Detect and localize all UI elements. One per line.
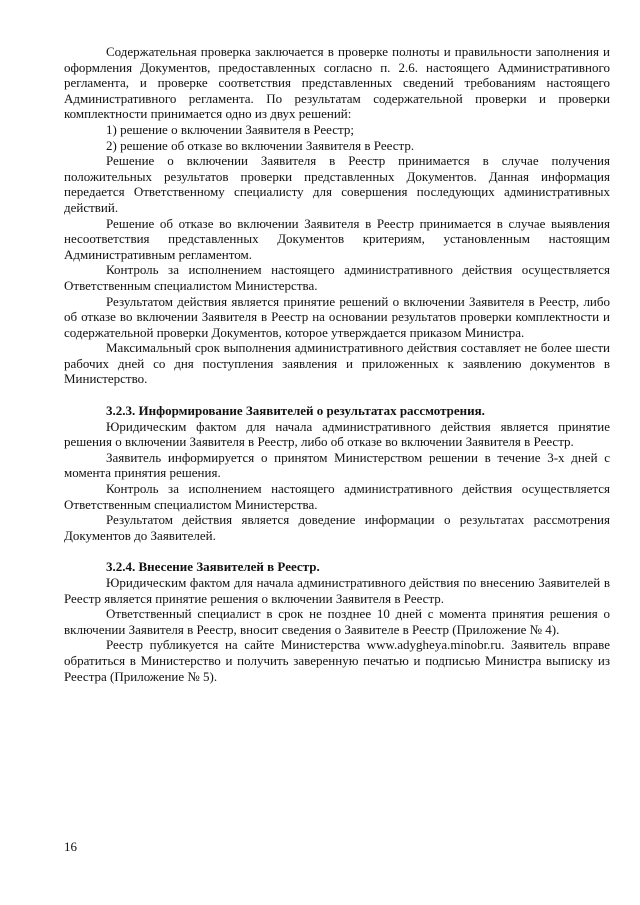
paragraph-include-decision: Решение о включении Заявителя в Реестр принимается в случае получения положительных результатов проверки представленных Документов. Данная информация передается Ответственному специалисту для совершения последующих административных действий. — [64, 153, 610, 215]
paragraph-result: Результатом действия является принятие решений о включении Заявителя в Реестр, либо об отказе во включении Заявителя в Реестр на основании результатов проверки комплектности и содержательной проверки Документов, которое утверждается приказом Министра. — [64, 293, 610, 340]
paragraph-registry-publication: Реестр публикуется на сайте Министерства www.adygheya.minobr.ru. Заявитель вправе обратиться в Министерство и получить заверенную печатью и подписью Министра выписку из Реестра (Приложение № 5). — [64, 637, 610, 684]
paragraph-applicant-informed: Заявитель информируется о принятом Министерством решении в течение 3-х дней с момента принятия решения. — [64, 449, 610, 481]
section-heading-3-2-4: 3.2.4. Внесение Заявителей в Реестр. — [106, 559, 320, 575]
paragraph-result: Результатом действия является доведение информации о результатах рассмотрения Документов до Заявителей. — [64, 512, 610, 543]
page-number: 16 — [64, 839, 77, 854]
paragraph-max-term: Максимальный срок выполнения административного действия составляет не более шести рабочих дней со дня поступления заявления и приложенных к заявлению документов в Министерство. — [64, 340, 610, 387]
paragraph-refuse-decision: Решение об отказе во включении Заявителя в Реестр принимается в случае выявления несоответствия представленных Документов критериям, установленным настоящим Административным регламентом. — [64, 215, 610, 262]
paragraph-legal-fact: Юридическим фактом для начала административного действия является принятие решения о включении Заявителя в Реестр, либо об отказе во включении Заявителя в Реестр. — [64, 418, 610, 450]
section-heading-3-2-3: 3.2.3. Информирование Заявителей о результатах рассмотрения. — [106, 403, 485, 419]
paragraph-control: Контроль за исполнением настоящего административного действия осуществляется Ответственным специалистом Министерства. — [64, 481, 610, 512]
list-item-include-decision: 1) решение о включении Заявителя в Реестр; — [106, 121, 354, 137]
section-spacer — [64, 387, 610, 403]
paragraph-registry-entry: Ответственный специалист в срок не позднее 10 дней с момента принятия решения о включении Заявителя в Реестр, вносит сведения о Заявителе в Реестр (Приложение № 4). — [64, 606, 610, 637]
paragraph-content-check: Содержательная проверка заключается в проверке полноты и правильности заполнения и оформления Документов, предоставленных согласно п. 2.6. настоящего Административного регламента, и проверке соответствия представленных сведений требованиям настоящего Административного регламента. По результатам содержательной проверки и проверки комплектности принимается одно из двух решений: — [64, 44, 610, 122]
section-spacer — [64, 543, 610, 559]
paragraph-control: Контроль за исполнением настоящего административного действия осуществляется Ответственным специалистом Министерства. — [64, 262, 610, 293]
paragraph-legal-fact: Юридическим фактом для начала административного действия по внесению Заявителей в Реестр является принятие решения о включении Заявителя в Реестр. — [64, 575, 610, 606]
list-item-refuse-decision: 2) решение об отказе во включении Заявителя в Реестр. — [106, 137, 415, 153]
